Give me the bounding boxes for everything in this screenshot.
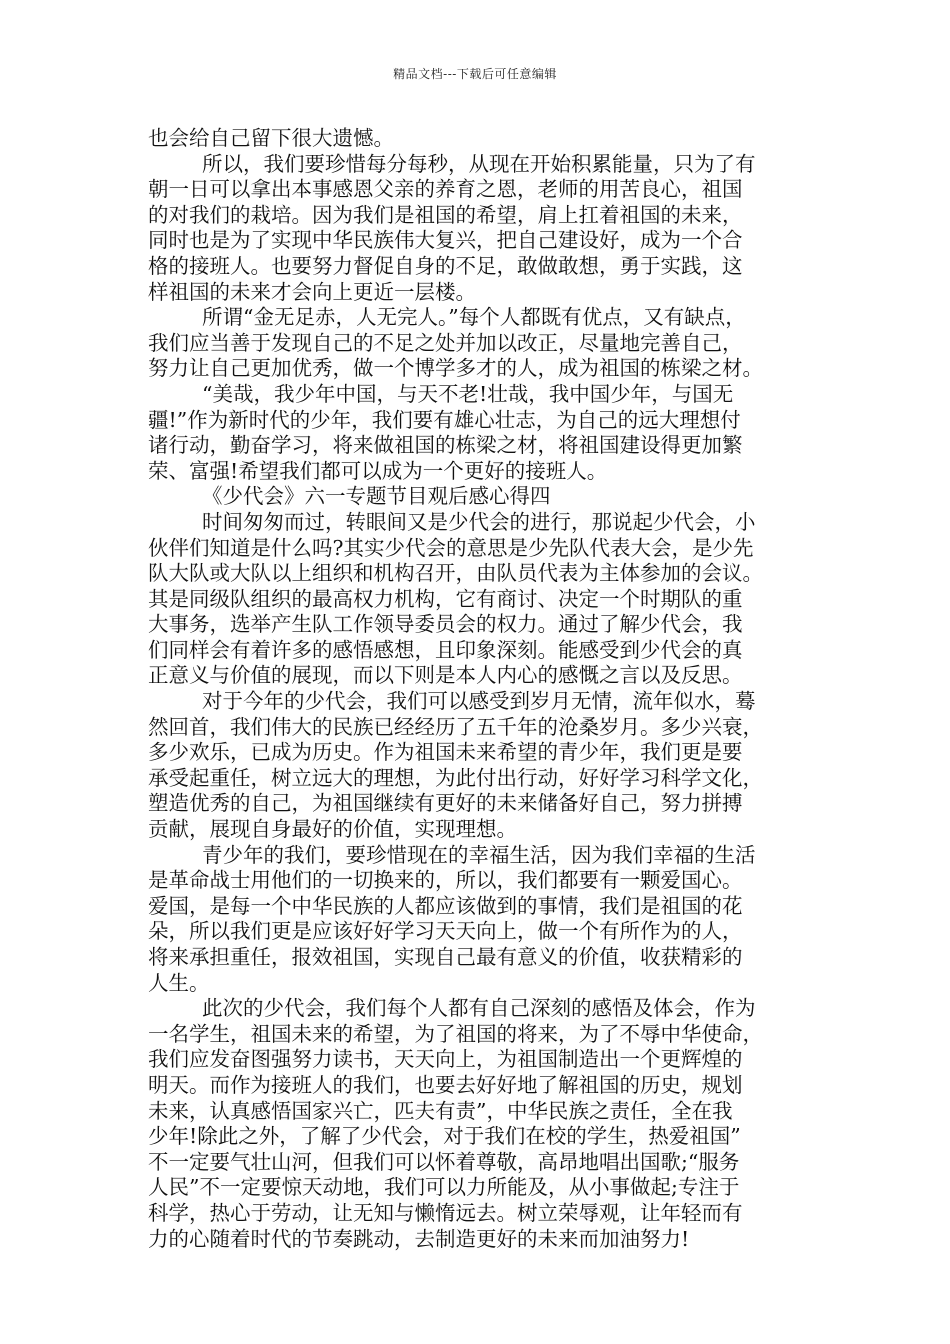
text-line: 我们应发奋图强努力读书，天天向上，为祖国制造出一个更辉煌的 — [148, 1047, 743, 1072]
text-line: 朵，所以我们更是应该好好学习天天向上，做一个有所作为的人， — [148, 919, 743, 944]
text-line: 我们应当善于发现自己的不足之处并加以改正，尽量地完善自己， — [148, 330, 743, 355]
text-line: 同时也是为了实现中华民族伟大复兴，把自己建设好，成为一个合 — [148, 228, 743, 253]
text-line: 力的心随着时代的节奏跳动，去制造更好的未来而加油努力! — [148, 1226, 690, 1251]
text-line: 《少代会》六一专题节目观后感心得四 — [202, 484, 551, 509]
text-line: 人生。 — [148, 970, 210, 995]
text-line: 此次的少代会，我们每个人都有自己深刻的感悟及体会，作为 — [202, 996, 756, 1021]
text-line: 少年!除此之外，了解了少代会，对于我们在校的学生，热爱祖国” — [148, 1124, 741, 1149]
text-line: 正意义与价值的展现，而以下则是本人内心的感慨之言以及反思。 — [148, 663, 743, 688]
text-line: 努力让自己更加优秀，做一个博学多才的人，成为祖国的栋梁之材。 — [148, 356, 763, 381]
text-line: 然回首，我们伟大的民族已经经历了五千年的沧桑岁月。多少兴衰， — [148, 714, 763, 739]
text-line: 其是同级队组织的最高权力机构，它有商讨、决定一个时期队的重 — [148, 586, 743, 611]
text-line: 将来承担重任，报效祖国，实现自己最有意义的价值，收获精彩的 — [148, 945, 743, 969]
text-line: 格的接班人。也要努力督促自身的不足，敢做敢想，勇于实践，这 — [148, 253, 743, 278]
text-line: 荣、富强!希望我们都可以成为一个更好的接班人。 — [148, 458, 608, 483]
text-line: 时间匆匆而过，转眼间又是少代会的进行，那说起少代会，小 — [202, 509, 756, 534]
text-line: 科学，热心于劳动，让无知与懒惰远去。树立荣辱观，让年轻而有 — [148, 1200, 743, 1225]
text-line: “美哉，我少年中国，与天不老!壮哉，我中国少年，与国无 — [202, 381, 734, 406]
text-line: 队大队或大队以上组织和机构召开，由队员代表为主体参加的会议。 — [148, 561, 763, 586]
text-line: 样祖国的未来才会向上更近一层楼。 — [148, 279, 476, 304]
text-line: 们同样会有着许多的感悟感想，且印象深刻。能感受到少代会的真 — [148, 637, 743, 662]
text-line: 伙伴们知道是什么吗?其实少代会的意思是少先队代表大会，是少先 — [148, 535, 754, 560]
text-line: 不一定要气壮山河，但我们可以怀着尊敬，高昂地唱出国歌;“服务 — [148, 1149, 740, 1174]
text-line: 所谓“金无足赤，人无完人。”每个人都既有优点，又有缺点， — [202, 305, 746, 330]
text-line: 也会给自己留下很大遗憾。 — [148, 126, 394, 150]
text-line: 塑造优秀的自己，为祖国继续有更好的未来储备好自己，努力拼搏 — [148, 791, 743, 816]
document-body — [148, 126, 812, 1252]
text-line: 多少欢乐，已成为历史。作为祖国未来希望的青少年，我们更是要 — [148, 740, 743, 765]
text-line: 未来，认真感悟国家兴亡，匹夫有责”，中华民族之责任，全在我 — [148, 1098, 733, 1123]
text-line: 青少年的我们，要珍惜现在的幸福生活，因为我们幸福的生活 — [202, 842, 756, 867]
text-line: 对于今年的少代会，我们可以感受到岁月无情，流年似水，蓦 — [202, 689, 756, 714]
text-line: 所以，我们要珍惜每分每秒，从现在开始积累能量，只为了有 — [202, 151, 756, 176]
text-line: 贡献，展现自身最好的价值，实现理想。 — [148, 817, 517, 842]
text-line: 诸行动，勤奋学习，将来做祖国的栋梁之材，将祖国建设得更加繁 — [148, 433, 743, 458]
text-line: 爱国，是每一个中华民族的人都应该做到的事情，我们是祖国的花 — [148, 893, 743, 918]
text-line: 的对我们的栽培。因为我们是祖国的希望，肩上扛着祖国的未来， — [148, 202, 743, 227]
text-line: 朝一日可以拿出本事感恩父亲的养育之恩，老师的用苦良心，祖国 — [148, 177, 743, 202]
text-line: 一名学生，祖国未来的希望，为了祖国的将来，为了不辱中华使命， — [148, 1021, 763, 1046]
text-line: 人民”不一定要惊天动地，我们可以力所能及，从小事做起;专注于 — [148, 1175, 740, 1200]
text-line: 疆!”作为新时代的少年，我们要有雄心壮志，为自己的远大理想付 — [148, 407, 741, 432]
text-line: 明天。而作为接班人的我们，也要去好好地了解祖国的历史，规划 — [148, 1072, 743, 1097]
text-line: 承受起重任，树立远大的理想，为此付出行动，好好学习科学文化， — [148, 765, 763, 790]
text-line: 大事务，选举产生队工作领导委员会的权力。通过了解少代会，我 — [148, 612, 743, 637]
page-header: 精品文档---下载后可任意编辑 — [393, 67, 557, 81]
text-line: 是革命战士用他们的一切换来的，所以，我们都要有一颗爱国心。 — [148, 868, 743, 893]
